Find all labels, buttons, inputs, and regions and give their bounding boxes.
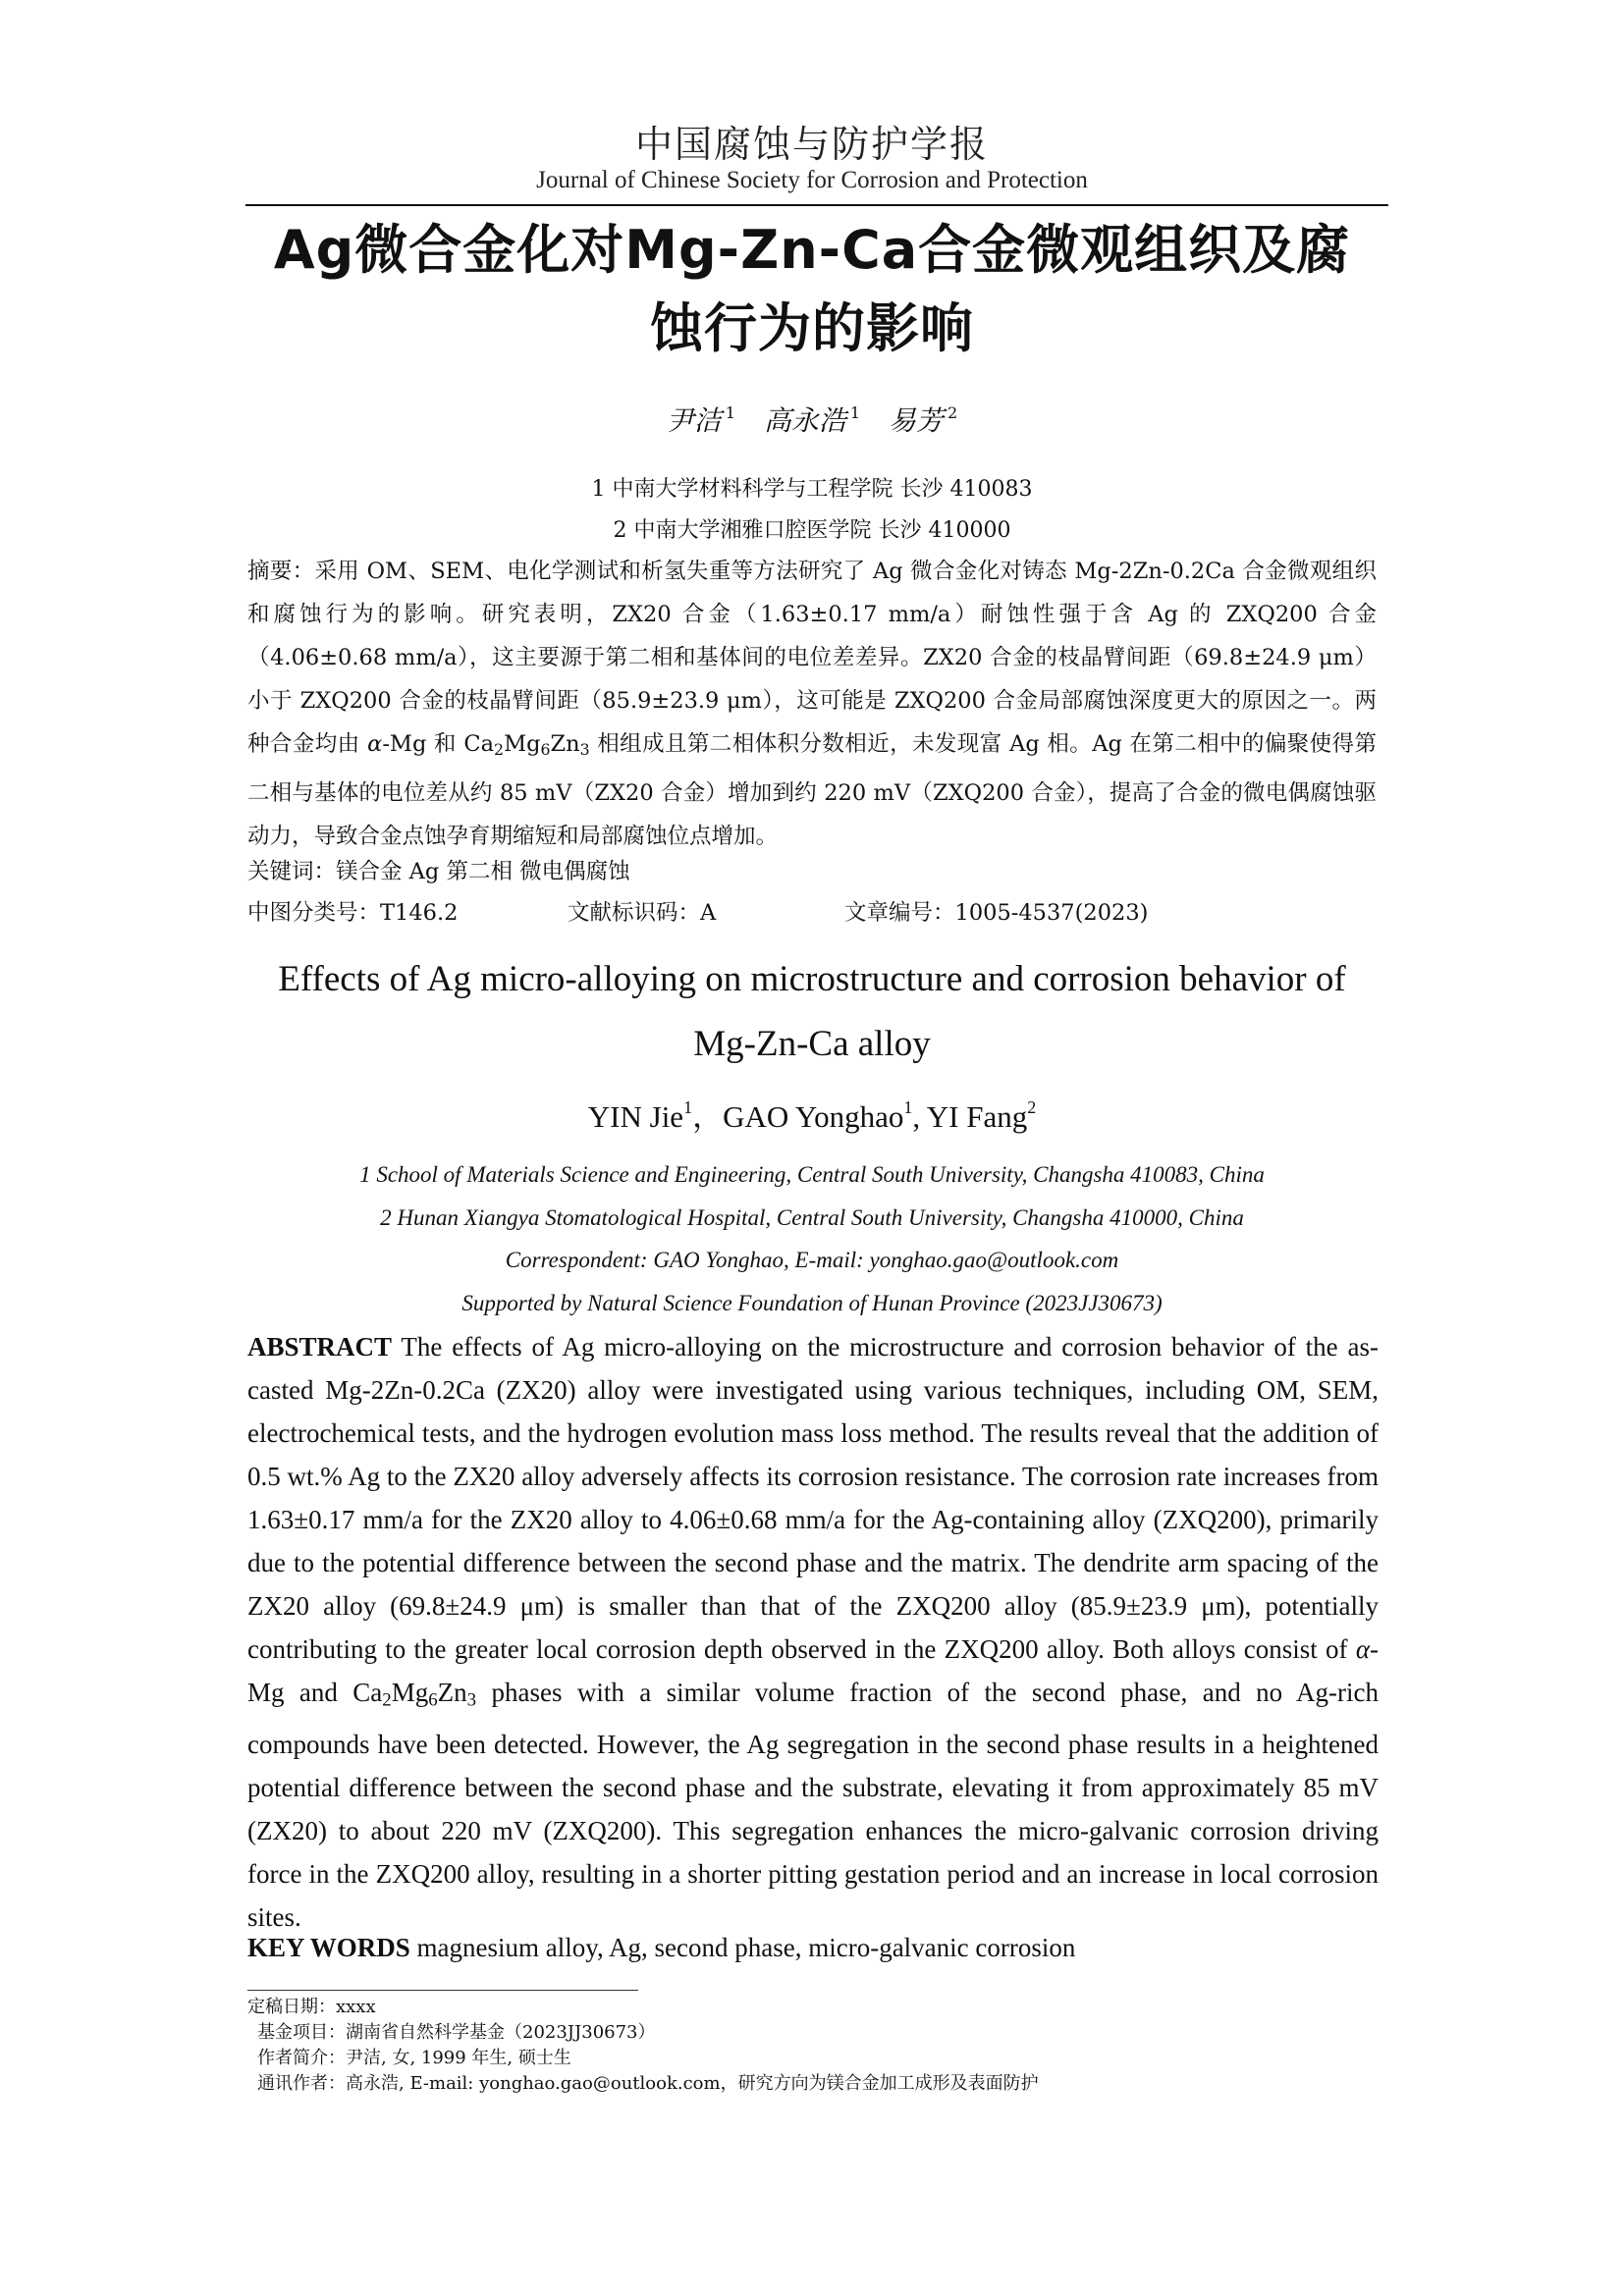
- article-number: 文章编号：1005-4537(2023): [844, 900, 1149, 926]
- footnote-correspondent: 通讯作者：高永浩, E-mail: yonghao.gao@outlook.com，研究方向为镁合金加工成形及表面防护: [257, 2073, 1039, 2094]
- abstract-en: ABSTRACT The effects of Ag micro-alloying on the microstructure and corrosion behavior of the as-casted Mg-2Zn-0.2Ca (ZX20) alloy were investigated using various techniques, including OM, SEM, electrochemical tests, and the hydrogen evolution mass loss method. The results reveal that the addition of 0.5 wt.% Ag to the ZX20 alloy adversely affects its corrosion resistance. The corrosion rate increases from 1.63±0.17 mm/a for the ZX20 alloy to 4.06±0.68 mm/a for the Ag-containing alloy (ZXQ200), primarily due to the potential difference between the second phase and the matrix. The dendrite arm spacing of the ZX20 alloy (69.8±24.9 μm) is smaller than that of the ZXQ200 alloy (85.9±23.9 μm), potentially contributing to the greater local corrosion depth observed in the ZXQ200 alloy. Both alloys consist of α-Mg and $Ca_2Mg_6Zn_3$ phases with a similar volume fraction of the second phase, and no Ag-rich compounds have been detected. However, the Ag segregation in the second phase results in a heightened potential difference between the second phase and the substrate, elevating it from approximately 85 mV (ZX20) to about 220 mV (ZXQ200). This segregation enhances the micro-galvanic corrosion driving force in the ZXQ200 alloy, resulting in a shorter pitting gestation period and an increase in local corrosion sites.: [247, 1332, 1379, 1932]
- document-code: 文献标识码：A: [568, 900, 717, 926]
- authors-en: [0, 1092, 1624, 1136]
- title-en-line-1: Effects of Ag micro-alloying on microstructure and corrosion behavior of: [278, 959, 1346, 999]
- journal-name-en: Journal of Chinese Society for Corrosion and Protection: [536, 167, 1088, 193]
- title-cn: [216, 211, 1408, 368]
- author-en: GAO Yonghao$^1$,: [723, 1097, 927, 1134]
- funding-line: Supported by Natural Science Foundation of Hunan Province (2023JJ30673): [461, 1291, 1163, 1315]
- keywords-en-label: KEY WORDS: [247, 1933, 410, 1962]
- title-en: [216, 947, 1408, 1077]
- abstract-cn-label: 摘要：: [247, 559, 315, 584]
- affiliation-cn-1: 1 中南大学材料科学与工程学院 长沙 410083: [591, 477, 1033, 502]
- affiliation-cn-2: 2 中南大学湘雅口腔医学院 长沙 410000: [613, 518, 1011, 543]
- classification-row: [247, 895, 1377, 934]
- abstract-en-label: ABSTRACT: [247, 1332, 393, 1362]
- correspondent-line: Correspondent: GAO Yonghao, E-mail: yonghao.gao@outlook.com: [505, 1248, 1119, 1272]
- keywords-en: KEY WORDS magnesium alloy, Ag, second phase, micro-galvanic corrosion: [247, 1933, 1076, 1962]
- header-rule: [245, 204, 1388, 206]
- journal-name-cn: 中国腐蚀与防护学报: [634, 123, 989, 166]
- title-en-line-2: Mg-Zn-Ca alloy: [693, 1024, 931, 1064]
- affiliation-en-1: 1 School of Materials Science and Engineering, Central South University, Changsha 410083, China: [359, 1162, 1265, 1187]
- affiliation-en-2: 2 Hunan Xiangya Stomatological Hospital, Central South University, Changsha 410000, China: [380, 1205, 1244, 1230]
- title-cn-line-2: 蚀行为的影响: [650, 297, 974, 359]
- footnote-author-bio: 作者简介：尹洁, 女, 1999 年生, 硕士生: [257, 2048, 571, 2068]
- footnote-funding: 基金项目：湖南省自然科学基金（2023JJ30673）: [257, 2022, 656, 2043]
- author-en: YI Fang$^2$: [926, 1097, 1037, 1134]
- keywords-cn: 关键词：镁合金 Ag 第二相 微电偶腐蚀: [247, 859, 630, 884]
- author-cn: 易芳 $^2$: [889, 403, 958, 437]
- keywords-cn-label: 关键词：: [247, 859, 337, 884]
- footnote-date: 定稿日期：xxxx: [247, 1997, 376, 2017]
- authors-cn: [0, 400, 1624, 439]
- footnote-rule: [247, 1990, 638, 1991]
- title-cn-line-1: Ag微合金化对Mg-Zn-Ca合金微观组织及腐: [273, 219, 1351, 281]
- clc-number: 中图分类号：T146.2: [247, 900, 459, 926]
- author-en: YIN Jie$^1$，: [587, 1097, 724, 1134]
- author-cn: 高永浩 $^1$: [763, 403, 861, 437]
- abstract-cn: 摘要：采用 OM、SEM、电化学测试和析氢失重等方法研究了 Ag 微合金化对铸态 Mg-2Zn-0.2Ca 合金微观组织和腐蚀行为的影响。研究表明，ZX20 合金（1.63±0.17 mm/a）耐蚀性强于含 Ag 的 ZXQ200 合金（4.06±0.68 mm/a），这主要源于第二相和基体间的电位差差异。ZX20 合金的枝晶臂间距（69.8±24.9 μm）小于 ZXQ200 合金的枝晶臂间距（85.9±23.9 μm），这可能是 ZXQ200 合金局部腐蚀深度更大的原因之一。两种合金均由 α-Mg 和 $Ca_2Mg_6Zn_3$ 相组成且第二相体积分数相近，未发现富 Ag 相。Ag 在第二相中的偏聚使得第二相与基体的电位差从约 85 mV（ZX20 合金）增加到约 220 mV（ZXQ200 合金），提高了合金的微电偶腐蚀驱动力，导致合金点蚀孕育期缩短和局部腐蚀位点增加。: [247, 559, 1378, 849]
- author-cn: 尹洁 $^1$: [666, 403, 735, 437]
